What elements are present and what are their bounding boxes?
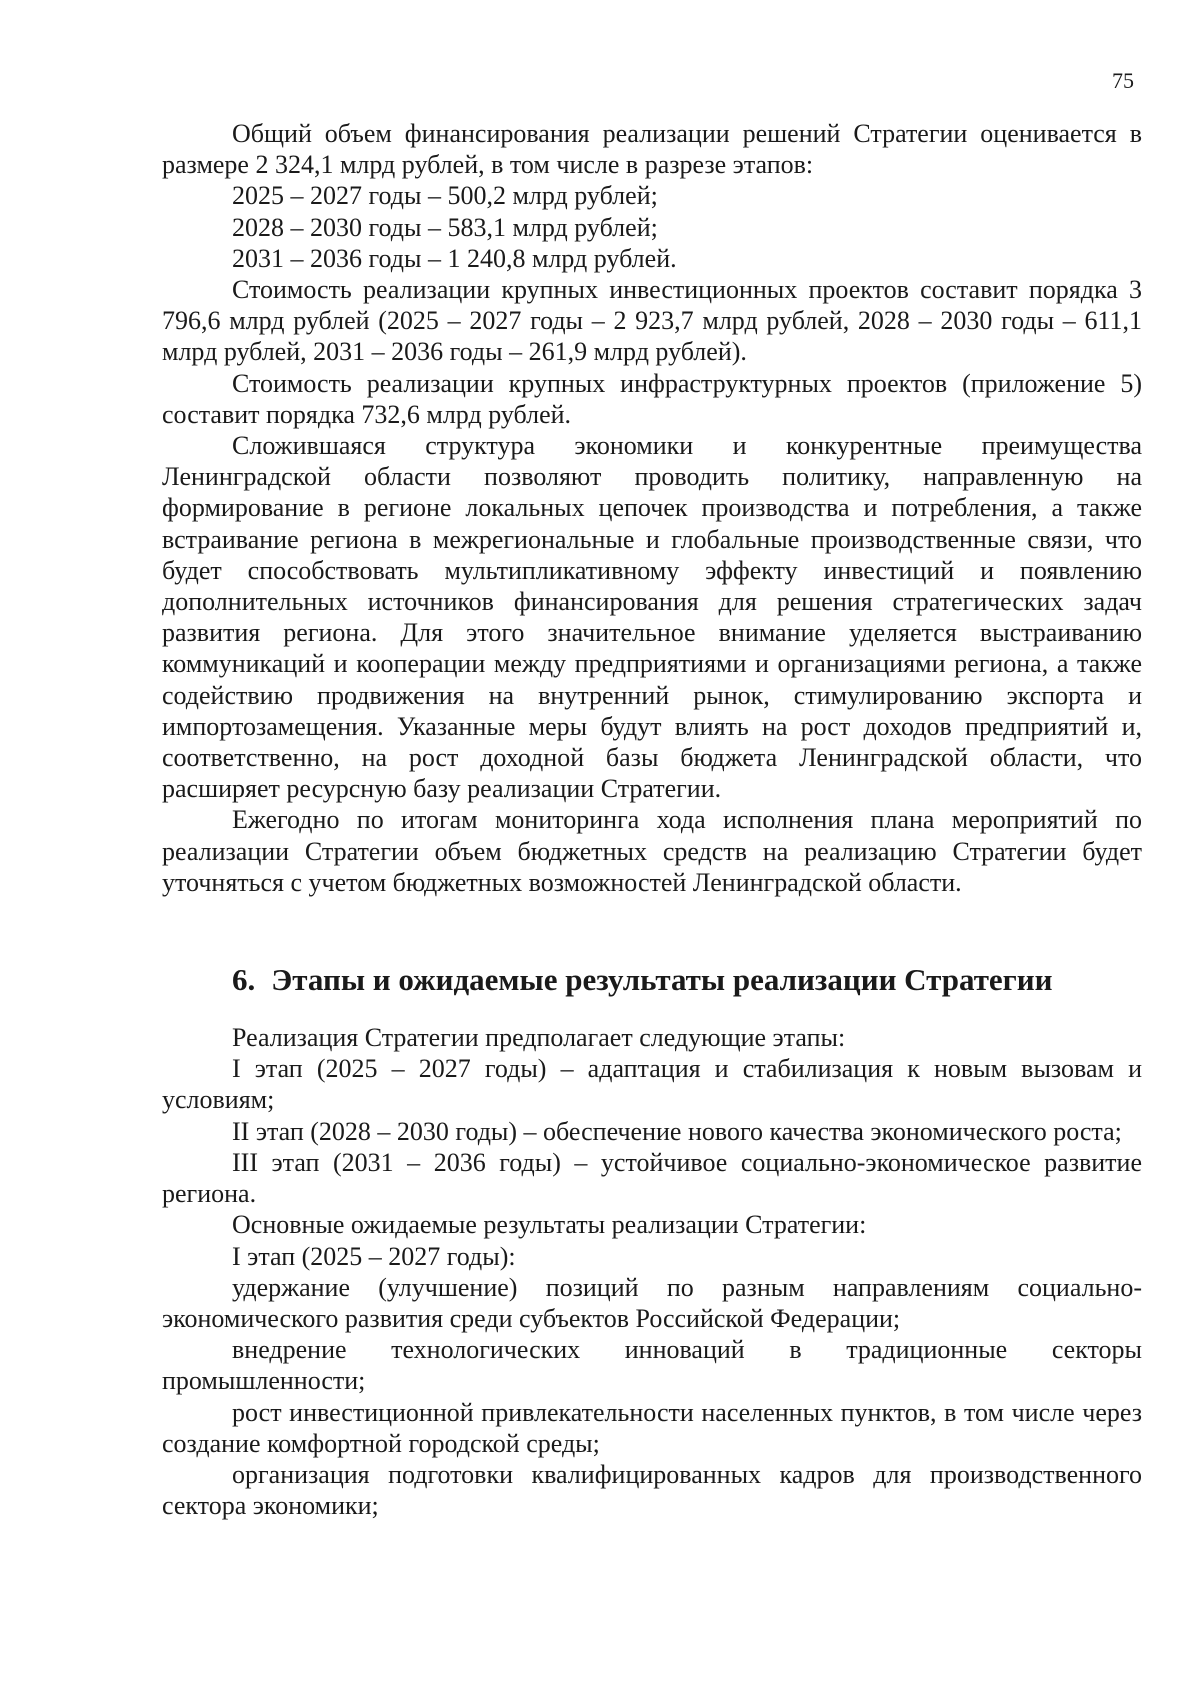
investment-projects-paragraph: Стоимость реализации крупных инвестиционных проектов составит порядка 3 796,6 млрд рублей (2025 – 2027 годы – 2 923,7 млрд рублей, 2028 – 2030 годы – 611,1 млрд рублей, 2031 – 2036 годы – 261,9 млрд рублей). xyxy=(162,275,1142,367)
stage-1-financing-item: 2025 – 2027 годы – 500,2 млрд рублей; xyxy=(232,181,658,211)
section-number: 6. xyxy=(232,962,256,998)
stage-3-financing-item: 2031 – 2036 годы – 1 240,8 млрд рублей. xyxy=(232,243,677,273)
stages-intro-paragraph: Реализация Стратегии предполагает следующие этапы: xyxy=(232,1023,846,1053)
page-content xyxy=(162,118,1142,1521)
infrastructure-projects-paragraph: Стоимость реализации крупных инфраструктурных проектов (приложение 5) составит порядка 732,6 млрд рублей. xyxy=(162,368,1142,429)
result-item: организация подготовки квалифицированных кадров для производственного сектора экономики; xyxy=(162,1459,1142,1521)
stage-3-item: III этап (2031 – 2036 годы) – устойчивое социально-экономическое развитие региона. xyxy=(162,1147,1142,1209)
expected-results-intro: Основные ожидаемые результаты реализации Стратегии: xyxy=(232,1210,867,1240)
stages-section xyxy=(162,1022,1142,1521)
financing-total-paragraph: Общий объем финансирования реализации решений Стратегии оценивается в размере 2 324,1 млрд рублей, в том числе в разрезе этапов: xyxy=(162,119,1142,180)
section-heading xyxy=(162,960,1142,1000)
stage-1-results-heading: I этап (2025 – 2027 годы): xyxy=(232,1241,516,1271)
stage-2-financing-item: 2028 – 2030 годы – 583,1 млрд рублей; xyxy=(232,212,658,242)
stage-2-item: II этап (2028 – 2030 годы) – обеспечение нового качества экономического роста; xyxy=(232,1116,1122,1146)
stage-1-item: I этап (2025 – 2027 годы) – адаптация и стабилизация к новым вызовам и условиям; xyxy=(162,1054,1142,1115)
result-item: удержание (улучшение) позиций по разным направлениям социально-экономического развития среди субъектов Российской Федерации; xyxy=(162,1272,1142,1333)
page-number: 75 xyxy=(1112,68,1134,93)
annual-monitoring-paragraph: Ежегодно по итогам мониторинга хода исполнения плана мероприятий по реализации Стратегии объем бюджетных средств на реализацию Стратегии будет уточняться с учетом бюджетных возможностей Ленинградской области. xyxy=(162,805,1142,897)
result-item: внедрение технологических инноваций в традиционные секторы промышленности; xyxy=(162,1335,1142,1396)
financing-section xyxy=(162,118,1142,898)
section-title: Этапы и ожидаемые результаты реализации Стратегии xyxy=(271,962,1053,998)
result-item: рост инвестиционной привлекательности населенных пунктов, в том числе через создание комфортной городской среды; xyxy=(162,1397,1142,1458)
economy-structure-paragraph: Сложившаяся структура экономики и конкурентные преимущества Ленинградской области позволяют проводить политику, направленную на формирование в регионе локальных цепочек производства и потребления, а также встраивание региона в межрегиональные и глобальные производственные связи, что будет способствовать мультипликативному эффекту инвестиций и появлению дополнительных источников финансирования для решения стратегических задач развития региона. Для этого значительное внимание уделяется выстраиванию коммуникаций и кооперации между предприятиями и организациями региона, а также содействию продвижения на внутренний рынок, стимулированию экспорта и импортозамещения. Указанные меры будут влиять на рост доходов предприятий и, соответственно, на рост доходной базы бюджета Ленинградской области, что расширяет ресурсную базу реализации Стратегии. xyxy=(162,431,1142,804)
